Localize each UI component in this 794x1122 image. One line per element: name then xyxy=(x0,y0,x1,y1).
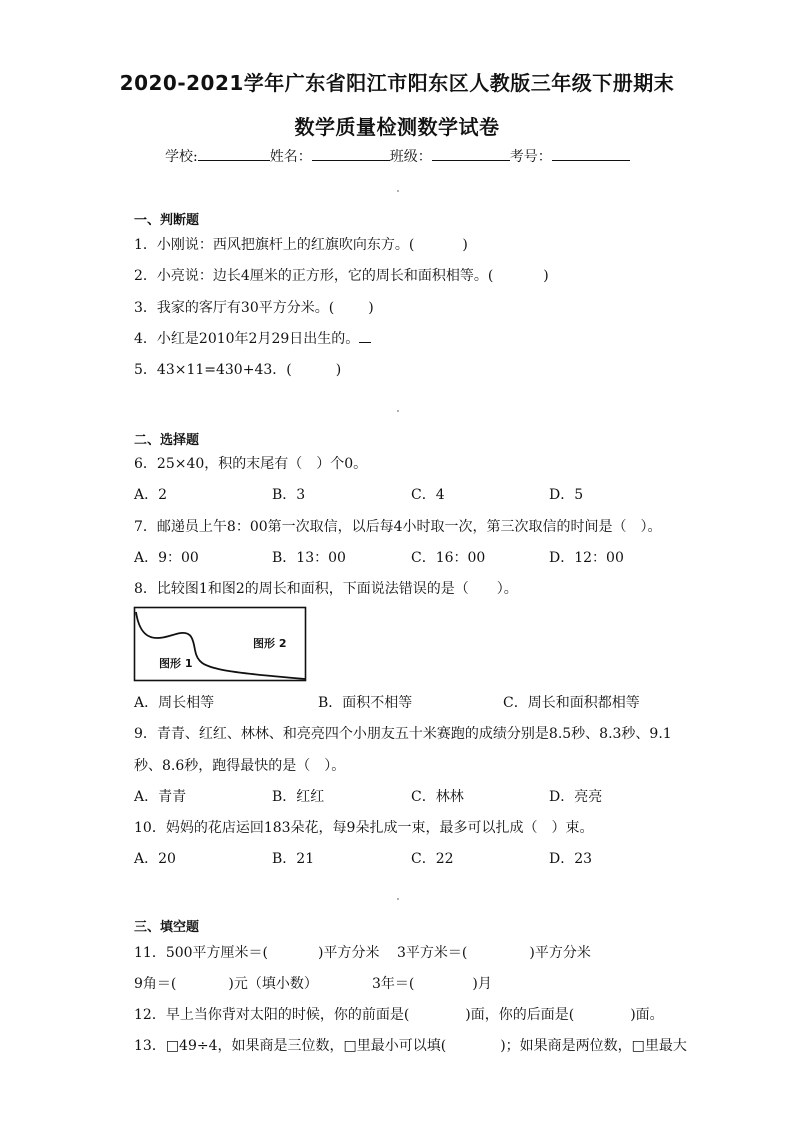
question-5-end: ) xyxy=(335,362,342,378)
question-11-part-a xyxy=(134,942,379,962)
question-3 xyxy=(134,297,374,317)
question-8-option-c[interactable]: C．周长和面积都相等 xyxy=(503,695,640,711)
question-12-text-c: )面。 xyxy=(630,1007,664,1023)
question-2 xyxy=(134,265,549,285)
school-label: 学校: xyxy=(165,149,198,165)
question-6-option-d[interactable]: D．5 xyxy=(549,487,584,503)
question-7-option-d[interactable]: D．12：00 xyxy=(549,550,624,566)
question-11c-end: )元（填小数） xyxy=(228,976,318,992)
question-9-option-c[interactable]: C．林林 xyxy=(411,789,464,805)
question-10-option-b[interactable]: B．21 xyxy=(272,851,315,867)
name-label: 姓名： xyxy=(269,149,312,165)
question-8: 8．比较图1和图2的周长和面积，下面说法错误的是（ ）。 xyxy=(134,581,518,597)
question-12-text-a: 12．早上当你背对太阳的时候，你的前面是( xyxy=(134,1007,410,1023)
question-1 xyxy=(134,234,468,254)
class-label: 班级： xyxy=(389,149,432,165)
question-2-text: 2．小亮说：边长4厘米的正方形，它的周长和面积相等。( xyxy=(134,268,494,284)
question-8-option-b[interactable]: B．面积不相等 xyxy=(318,695,413,711)
question-11c-text: 9角＝( xyxy=(134,976,177,992)
question-2-end: ) xyxy=(543,268,549,284)
question-10-option-a[interactable]: A．20 xyxy=(134,851,176,867)
question-8-figure xyxy=(133,606,307,682)
question-4 xyxy=(134,328,371,348)
student-info-line xyxy=(165,146,630,166)
question-12-text-b: )面，你的后面是( xyxy=(465,1007,575,1023)
question-10-option-c[interactable]: C．22 xyxy=(411,851,454,867)
question-11d-end: )月 xyxy=(472,976,492,992)
question-6: 6．25×40，积的末尾有（ ）个0。 xyxy=(134,456,368,472)
class-blank[interactable] xyxy=(432,147,510,161)
name-blank[interactable] xyxy=(312,147,390,161)
question-11a-text: 11．500平方厘米＝( xyxy=(134,945,268,961)
question-9-line1: 9．青青、红红、林林、和亮亮四个小朋友五十米赛跑的成绩分别是8.5秒、8.3秒、9.1 xyxy=(134,726,672,742)
question-9-option-d[interactable]: D．亮亮 xyxy=(549,789,603,805)
separator-dot xyxy=(397,190,399,192)
question-5 xyxy=(134,359,341,379)
question-9-line2: 秒、8.6秒，跑得最快的是（ ）。 xyxy=(134,758,346,774)
question-11d-text: 3年＝( xyxy=(372,976,415,992)
exam-number-blank[interactable] xyxy=(552,147,630,161)
question-3-end: ) xyxy=(368,300,374,316)
question-11b-end: )平方分米 xyxy=(529,945,591,961)
section-title-fill-in: 三、填空题 xyxy=(134,920,200,935)
question-13 xyxy=(134,1035,687,1055)
question-7-option-c[interactable]: C．16：00 xyxy=(411,550,486,566)
question-11a-end: )平方分米 xyxy=(318,945,380,961)
question-5-text: 5．43×11=430+43．( xyxy=(134,362,292,378)
question-7-option-a[interactable]: A．9：00 xyxy=(134,550,199,566)
question-7: 7．邮递员上午8：00第一次取信，以后每4小时取一次，第三次取信的时间是（ ）。 xyxy=(134,519,662,535)
question-8-option-a[interactable]: A．周长相等 xyxy=(134,695,215,711)
separator-dot xyxy=(397,410,399,412)
question-11-part-b xyxy=(397,942,591,962)
section-title-judgment: 一、判断题 xyxy=(134,213,200,228)
question-1-end: ) xyxy=(462,237,468,253)
separator-dot xyxy=(397,898,399,900)
question-4-text: 4．小红是2010年2月29日出生的。 xyxy=(134,331,360,347)
question-12 xyxy=(134,1004,664,1024)
question-6-option-a[interactable]: A．2 xyxy=(134,487,168,503)
section-title-choice: 二、选择题 xyxy=(134,433,200,448)
question-13-text-b: )；如果商是两位数，□里最大 xyxy=(500,1038,687,1054)
question-11-part-d xyxy=(372,973,492,993)
question-11-part-c xyxy=(134,973,318,993)
question-9-option-b[interactable]: B．红红 xyxy=(272,789,325,805)
exam-number-label: 考号： xyxy=(509,149,552,165)
question-7-option-b[interactable]: B．13：00 xyxy=(272,550,346,566)
question-10-option-d[interactable]: D．23 xyxy=(549,851,593,867)
figure-2-label: 图形 2 xyxy=(253,637,287,650)
question-3-text: 3．我家的客厅有30平方分米。( xyxy=(134,300,335,316)
school-blank[interactable] xyxy=(198,147,270,161)
exam-title-line2: 数学质量检测数学试卷 xyxy=(294,115,500,139)
question-10: 10．妈妈的花店运回183朵花，每9朵扎成一束，最多可以扎成（ ）束。 xyxy=(134,820,594,836)
question-6-option-c[interactable]: C．4 xyxy=(411,487,445,503)
question-1-text: 1．小刚说：西风把旗杆上的红旗吹向东方。( xyxy=(134,237,415,253)
question-4-answer-blank[interactable] xyxy=(359,331,371,343)
question-11b-text: 3平方米＝( xyxy=(397,945,468,961)
question-9-option-a[interactable]: A．青青 xyxy=(134,789,187,805)
exam-title-line1: 2020-2021学年广东省阳江市阳东区人教版三年级下册期末 xyxy=(119,71,675,95)
figure-1-label: 图形 1 xyxy=(159,657,193,670)
question-6-option-b[interactable]: B．3 xyxy=(272,487,306,503)
question-13-text-a: 13．□49÷4，如果商是三位数，□里最小可以填( xyxy=(134,1038,447,1054)
